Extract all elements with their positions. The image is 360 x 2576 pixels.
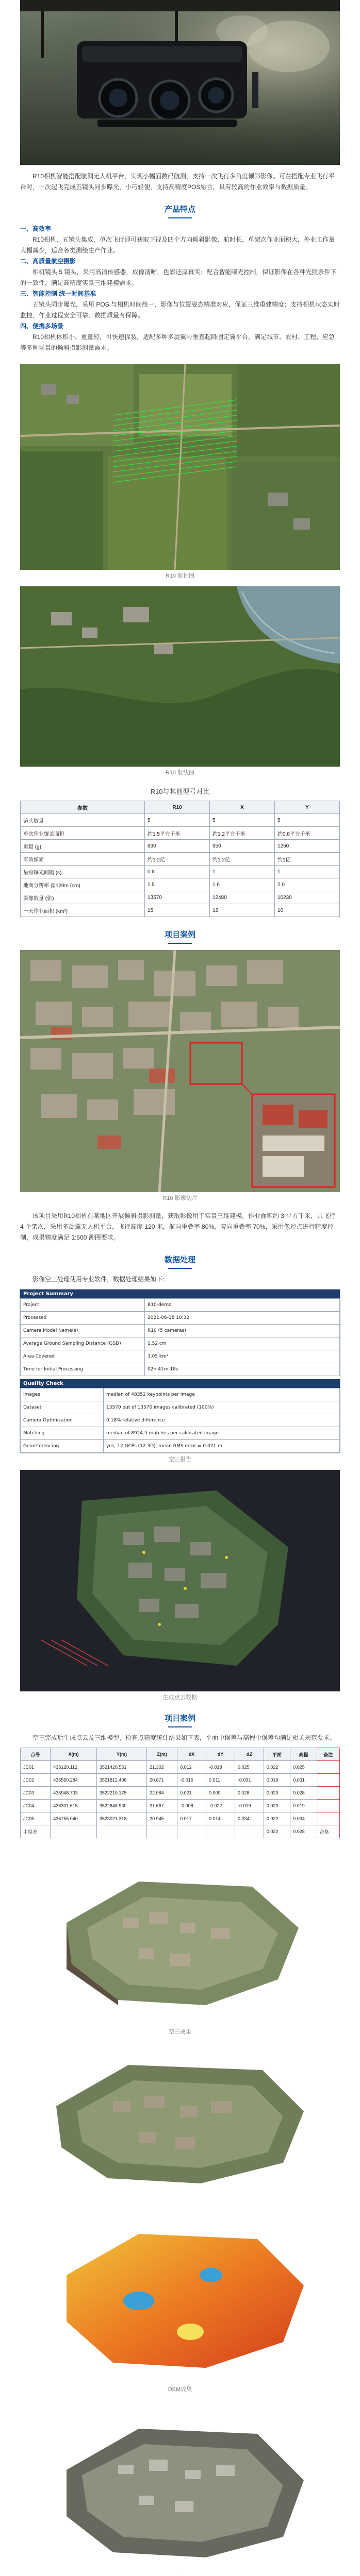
feature-heading: 四、便携多场景 xyxy=(20,323,64,330)
table-cell: 5 xyxy=(210,814,275,827)
flight-line-aerial-image xyxy=(20,364,340,570)
table-cell: Dataset xyxy=(21,1401,104,1414)
table-cell: 约0.8平方千米 xyxy=(275,827,340,840)
table-header-cell: X(m) xyxy=(51,1748,97,1761)
caption-aerotriangulation: 空三成果 xyxy=(169,2029,191,2035)
table-row xyxy=(21,891,340,904)
table-cell: JC03 xyxy=(21,1787,51,1800)
table-cell xyxy=(51,1825,97,1838)
caption-point-cloud: 生成点云数据 xyxy=(163,1694,197,1701)
feature-heading: 三、智能控制 统一时间基准 xyxy=(20,290,96,297)
feature-text: 相机镜头 5 镜头，采用高清传感器，成像清晰，色彩还原真实；配合智能曝光控制，保证影像在各种光照条件下的一致性，满足高精度实景三维建模需求。 xyxy=(20,268,337,286)
table-row xyxy=(21,1787,340,1800)
table-cell: 21.302 xyxy=(147,1761,177,1774)
table-cell: 0.031 xyxy=(290,1774,317,1787)
hero-camera-photo xyxy=(20,0,340,165)
table-row xyxy=(21,1761,340,1774)
project-b-paragraph: 影像空三处理使用专业软件，数据处理结果如下： xyxy=(32,1276,169,1283)
table-cell: 0.8 xyxy=(145,866,210,878)
table-cell: 地面分辨率 @120m (cm) xyxy=(21,878,145,891)
table-cell: 中误差 xyxy=(21,1825,51,1838)
project-a-underline xyxy=(168,943,192,944)
table-cell: 21.667 xyxy=(147,1800,177,1812)
table-header-cell: X xyxy=(210,801,275,814)
table-cell: 1.52 cm xyxy=(145,1337,340,1350)
table-cell: 20.871 xyxy=(147,1774,177,1787)
report-quality-table xyxy=(20,1388,340,1453)
table-header-row xyxy=(21,801,340,814)
table-header-cell: 点号 xyxy=(21,1748,51,1761)
table-cell: 0.034 xyxy=(235,1812,264,1825)
table-cell: 20.945 xyxy=(147,1812,177,1825)
caption-oblique: R10 影像切片 xyxy=(162,1195,198,1201)
table-cell xyxy=(147,1825,177,1838)
table-cell: 0.034 xyxy=(290,1812,317,1825)
table-cell: JC04 xyxy=(21,1800,51,1812)
table-cell: 1 xyxy=(275,866,340,878)
table-row xyxy=(21,1350,340,1363)
table-row xyxy=(21,1812,340,1825)
table-cell: R10-demo xyxy=(145,1299,340,1312)
table-cell: -0.022 xyxy=(206,1800,235,1812)
table-row xyxy=(21,866,340,878)
table-cell: 0.022 xyxy=(264,1761,290,1774)
mesh-model-image xyxy=(36,2044,324,2199)
table-cell: -0.008 xyxy=(177,1800,206,1812)
table-cell: Georeferencing xyxy=(21,1440,104,1453)
dem-image xyxy=(36,2208,324,2383)
table-row xyxy=(21,1312,340,1325)
caption-report: 空三报告 xyxy=(169,1456,191,1463)
table-cell: JC02 xyxy=(21,1774,51,1787)
table-cell: -0.015 xyxy=(177,1774,206,1787)
table-cell: 影像数量 (张) xyxy=(21,891,145,904)
table-cell: 15 xyxy=(145,904,210,917)
table-cell: 435120.112 xyxy=(51,1761,97,1774)
table-cell: Project xyxy=(21,1299,145,1312)
table-cell: 435560.284 xyxy=(51,1774,97,1787)
table-cell: 0.025 xyxy=(290,1761,317,1774)
table-cell: 3522210.175 xyxy=(96,1787,146,1800)
table-cell xyxy=(317,1761,339,1774)
project-a-paragraph: 该项目采用R10相机在某地区开展倾斜摄影测量，获取影像用于实景三维建模，作业面积约 3 平方千米，共飞行 4 个架次，采用多旋翼无人机平台，飞行高度 120 米，航向重叠率 80%，旁向重叠率 70%，采用像控点进行精度控制，成果精度满足 1:500 测图要求。 xyxy=(20,1212,336,1241)
table-cell: 3522648.930 xyxy=(96,1800,146,1812)
table-cell: 3.05 km² xyxy=(145,1350,340,1363)
table-header-cell: 参数 xyxy=(21,801,145,814)
table-header-cell: dY xyxy=(206,1748,235,1761)
table-cell xyxy=(177,1825,206,1838)
table-cell: 0.023 xyxy=(264,1787,290,1800)
table-cell: yes, 12 GCPs (12 3D), mean RMS error = 0.021 m xyxy=(104,1440,340,1453)
table-row xyxy=(21,840,340,853)
table-row xyxy=(21,1388,340,1401)
table-cell xyxy=(206,1825,235,1838)
table-cell: 0.021 xyxy=(177,1787,206,1800)
table-cell: 436301.615 xyxy=(51,1800,97,1812)
table-header-cell: 平面 xyxy=(264,1748,290,1761)
table-cell: 约1.5平方千米 xyxy=(145,827,210,840)
project-c-underline xyxy=(168,1726,192,1727)
feature-text: R10相机，五镜头集成，单次飞行即可获取下视及四个方向倾斜影像，航时长，单架次作业面积大，外业工作量大幅减少，适合各类测绘生产作业。 xyxy=(20,236,335,254)
aerial-image-2 xyxy=(20,586,340,767)
table-cell xyxy=(317,1787,339,1800)
table-cell: 890 xyxy=(145,840,210,853)
table-cell: 2.0 xyxy=(275,878,340,891)
table-row xyxy=(21,1774,340,1787)
caption-dem: DEM成果 xyxy=(168,2386,192,2393)
table-cell xyxy=(96,1825,146,1838)
table-cell: 2021-06-18 10:32 xyxy=(145,1312,340,1325)
table-cell: 950 xyxy=(210,840,275,853)
table-row xyxy=(21,1427,340,1440)
table-row xyxy=(21,904,340,917)
table-cell: Average Ground Sampling Distance (GSD) xyxy=(21,1337,145,1350)
table-row xyxy=(21,1440,340,1453)
table-cell: 436755.040 xyxy=(51,1812,97,1825)
report-summary-table xyxy=(20,1298,340,1376)
table-cell: 0.012 xyxy=(177,1761,206,1774)
table-header-cell: 高程 xyxy=(290,1748,317,1761)
feature-text: 五镜头同步曝光，采用 POS 与相机时间统一，影像与位置姿态精准对应，保证三维重建精度；支持相机状态实时监控，作业过程安全可靠，数据质量有保障。 xyxy=(20,301,340,319)
table-cell: Camera Optimization xyxy=(21,1414,104,1427)
table-cell xyxy=(317,1812,339,1825)
project-a-title: 项目案例 xyxy=(164,930,195,939)
table-cell: R10 (5 cameras) xyxy=(145,1325,340,1337)
accuracy-table xyxy=(20,1748,340,1838)
table-cell: 最短曝光间隔 (s) xyxy=(21,866,145,878)
table-row xyxy=(21,827,340,840)
table1-title: R10与其他型号对比 xyxy=(150,788,210,795)
table-cell: 重量 (g) xyxy=(21,840,145,853)
table-cell: 5 xyxy=(145,814,210,827)
table-cell: 3521812.406 xyxy=(96,1774,146,1787)
table-row xyxy=(21,1401,340,1414)
table-cell: 有效像素 xyxy=(21,853,145,866)
table-cell: 0.011 xyxy=(206,1774,235,1787)
project-b-title: 数据处理 xyxy=(164,1256,195,1264)
table-cell: Images xyxy=(21,1388,104,1401)
table-cell: 约1亿 xyxy=(275,853,340,866)
table-cell: 0.019 xyxy=(264,1774,290,1787)
table-cell: -0.031 xyxy=(235,1774,264,1787)
table-cell: Processed xyxy=(21,1312,145,1325)
table-header-cell: R10 xyxy=(145,801,210,814)
caption-aerial-2: R10 航线图 xyxy=(165,770,195,776)
point-cloud-image xyxy=(20,1470,340,1691)
table-cell: -0.019 xyxy=(235,1800,264,1812)
caption-aerial-1: R10 航拍图 xyxy=(165,573,195,579)
table-cell: 0.017 xyxy=(177,1812,206,1825)
table-row xyxy=(21,878,340,891)
feature-heading: 二、高质量航空摄影 xyxy=(20,258,76,265)
table-cell: -0.018 xyxy=(206,1761,235,1774)
table-cell: 约1.2平方千米 xyxy=(210,827,275,840)
table-cell xyxy=(235,1825,264,1838)
table-row xyxy=(21,1825,340,1838)
table-cell xyxy=(317,1774,339,1787)
aerotriangulation-model-image xyxy=(36,1851,324,2026)
table-cell: 0.009 xyxy=(206,1787,235,1800)
table-cell xyxy=(317,1800,339,1812)
table-cell: JC01 xyxy=(21,1761,51,1774)
table-cell: 12 xyxy=(210,904,275,917)
table-cell: 0.022 xyxy=(264,1825,290,1838)
table-cell: Area Covered xyxy=(21,1350,145,1363)
dsm-image xyxy=(36,2403,324,2573)
table-cell: 镜头数量 xyxy=(21,814,145,827)
table-cell: JC05 xyxy=(21,1812,51,1825)
table-header-cell: Z(m) xyxy=(147,1748,177,1761)
table-cell: 13570 xyxy=(145,891,210,904)
table-header-cell: Y xyxy=(275,801,340,814)
table-row xyxy=(21,1337,340,1350)
table-cell: 约1.2亿 xyxy=(210,853,275,866)
table-cell: 3521420.551 xyxy=(96,1761,146,1774)
table-cell: 0.022 xyxy=(264,1812,290,1825)
table-row xyxy=(21,1299,340,1312)
table-cell: 02h:41m:18s xyxy=(145,1363,340,1376)
table-cell: 5 xyxy=(275,814,340,827)
features-list xyxy=(20,224,340,353)
project-b-underline xyxy=(168,1268,192,1269)
report-title: Project Summary xyxy=(20,1290,340,1298)
table-cell: Camera Model Name(s) xyxy=(21,1325,145,1337)
table-cell: Time for Initial Processing xyxy=(21,1363,145,1376)
feature-heading: 一、高效率 xyxy=(20,225,52,232)
table-cell: 0.025 xyxy=(235,1761,264,1774)
table-header-cell: Y(m) xyxy=(96,1748,146,1761)
table-cell: 0.028 xyxy=(290,1825,317,1838)
table-row xyxy=(21,853,340,866)
table-cell: 22.084 xyxy=(147,1787,177,1800)
table-cell: 1 xyxy=(210,866,275,878)
table-header-row xyxy=(21,1748,340,1761)
table-cell: 0.028 xyxy=(235,1787,264,1800)
oblique-village-image xyxy=(20,950,340,1192)
table-cell: median of 48352 keypoints per image xyxy=(104,1388,340,1401)
table-cell: 0.014 xyxy=(206,1812,235,1825)
intro-paragraph: R10相机智能搭配航测无人机平台，实现小幅面数码航测，支持一次飞行多角度倾斜影像。可在搭配专业飞行平台时，一次起飞完成五镜头同步曝光，小巧轻便，支持高精度POS融合，具有较高的作业效率与数据质量。 xyxy=(20,173,335,191)
table-cell: 1.6 xyxy=(210,878,275,891)
table-cell: 单次作业覆盖面积 xyxy=(21,827,145,840)
table-cell: 1.5 xyxy=(145,878,210,891)
table-row xyxy=(21,814,340,827)
processing-report xyxy=(20,1289,340,1453)
table-cell: 0.023 xyxy=(264,1800,290,1812)
table-row xyxy=(21,1800,340,1812)
table-cell: Matching xyxy=(21,1427,104,1440)
table-cell: 一天作业面积 (km²) xyxy=(21,904,145,917)
table-cell: 3523021.318 xyxy=(96,1812,146,1825)
table-cell: 10 xyxy=(275,904,340,917)
project-c-title: 项目案例 xyxy=(164,1714,195,1723)
report-quality-title: Quality Check xyxy=(20,1379,340,1388)
table-header-cell: dX xyxy=(177,1748,206,1761)
table-cell: 435948.733 xyxy=(51,1787,97,1800)
table-cell: 0.18% relative difference xyxy=(104,1414,340,1427)
table-cell: 13570 out of 13570 images calibrated (100%) xyxy=(104,1401,340,1414)
table-cell: 10230 xyxy=(275,891,340,904)
table-cell: 约1.2亿 xyxy=(145,853,210,866)
table-cell: 12480 xyxy=(210,891,275,904)
features-title-underline xyxy=(168,217,192,218)
features-title: 产品特点 xyxy=(164,205,195,214)
table-cell: 0.028 xyxy=(290,1787,317,1800)
table-header-cell: 备注 xyxy=(317,1748,339,1761)
table-row xyxy=(21,1414,340,1427)
table-cell: 合格 xyxy=(317,1825,339,1838)
table-header-cell: dZ xyxy=(235,1748,264,1761)
table-cell: median of 8924.5 matches per calibrated image xyxy=(104,1427,340,1440)
project-c-paragraph: 空三完成后生成点云及三维模型，检查点精度统计结果如下表，平面中误差与高程中误差均满足相关规范要求。 xyxy=(32,1734,336,1741)
table-cell: 1250 xyxy=(275,840,340,853)
table-row xyxy=(21,1325,340,1337)
comparison-table xyxy=(20,801,340,917)
table-cell: 0.019 xyxy=(290,1800,317,1812)
feature-text: R10相机体积小、重量轻，可快速拆装，适配多种多旋翼与垂直起降固定翼平台，满足城市、农村、工程、应急等多种场景的倾斜摄影测量需求。 xyxy=(20,333,335,351)
table-row xyxy=(21,1363,340,1376)
